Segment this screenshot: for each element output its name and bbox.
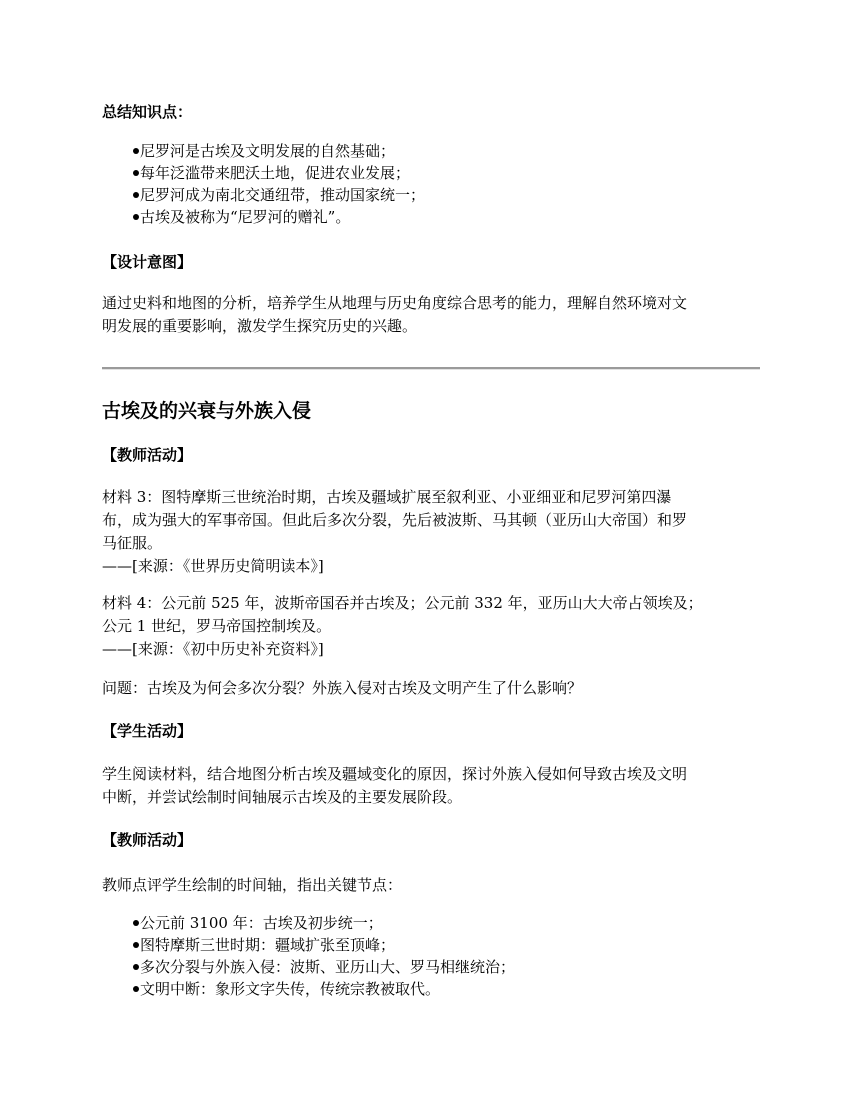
summary-list <box>102 140 425 228</box>
student-activity-paragraph: 学生阅读材料，结合地图分析古埃及疆域变化的原因，探讨外族入侵如何导致古埃及文明 中断，并尝试绘制时间轴展示古埃及的主要发展阶段。 <box>102 765 688 806</box>
section-divider <box>102 367 760 370</box>
material-4: 材料 4：公元前 525 年，波斯帝国吞并古埃及；公元前 332 年，亚历山大大帝占领埃及； 公元 1 世纪，罗马帝国控制埃及。 ——[来源：《初中历史补充资料》] <box>102 592 760 661</box>
list-item: 公元前 3100 年：古埃及初步统一； <box>102 912 515 934</box>
bullet-icon <box>133 192 139 198</box>
bullet-icon <box>133 942 139 948</box>
source-citation: ——[来源：《世界历史简明读本》] <box>102 557 324 575</box>
list-item: 古埃及被称为“尼罗河的赠礼”。 <box>102 206 425 228</box>
design-intent-heading: 【设计意图】 <box>102 253 193 271</box>
student-activity-heading: 【学生活动】 <box>102 722 193 740</box>
list-item: 每年泛滥带来肥沃土地，促进农业发展； <box>102 162 425 184</box>
section-title: 古埃及的兴衰与外族入侵 <box>102 400 312 422</box>
teacher-intro: 教师点评学生绘制的时间轴，指出关键节点： <box>102 876 403 894</box>
bullet-icon <box>133 920 139 926</box>
teacher-activity-heading-2: 【教师活动】 <box>102 831 193 849</box>
list-item: 文明中断：象形文字失传，传统宗教被取代。 <box>102 978 515 1000</box>
summary-heading: 总结知识点： <box>102 103 193 121</box>
bullet-icon <box>133 964 139 970</box>
teacher-activity-heading: 【教师活动】 <box>102 446 193 464</box>
bullet-icon <box>133 148 139 154</box>
material-3: 材料 3：图特摩斯三世统治时期，古埃及疆域扩展至叙利亚、小亚细亚和尼罗河第四瀑 布，成为强大的军事帝国。但此后多次分裂，先后被波斯、马其顿（亚历山大帝国）和罗 马征服。 ——[来源：《世界历史简明读本》] <box>102 486 760 578</box>
question-text: 问题：古埃及为何会多次分裂？外族入侵对古埃及文明产生了什么影响？ <box>102 679 583 697</box>
source-citation: ——[来源：《初中历史补充资料》] <box>102 640 324 658</box>
design-intent-paragraph: 通过史料和地图的分析，培养学生从地理与历史角度综合思考的能力，理解自然环境对文 明发展的重要影响，激发学生探究历史的兴趣。 <box>102 294 688 335</box>
list-item: 多次分裂与外族入侵：波斯、亚历山大、罗马相继统治； <box>102 956 515 978</box>
list-item: 图特摩斯三世时期：疆域扩张至顶峰； <box>102 934 515 956</box>
bullet-icon <box>133 170 139 176</box>
timeline-list <box>102 912 515 1000</box>
bullet-icon <box>133 214 139 220</box>
list-item: 尼罗河是古埃及文明发展的自然基础； <box>102 140 425 162</box>
list-item: 尼罗河成为南北交通纽带，推动国家统一； <box>102 184 425 206</box>
bullet-icon <box>133 986 139 992</box>
